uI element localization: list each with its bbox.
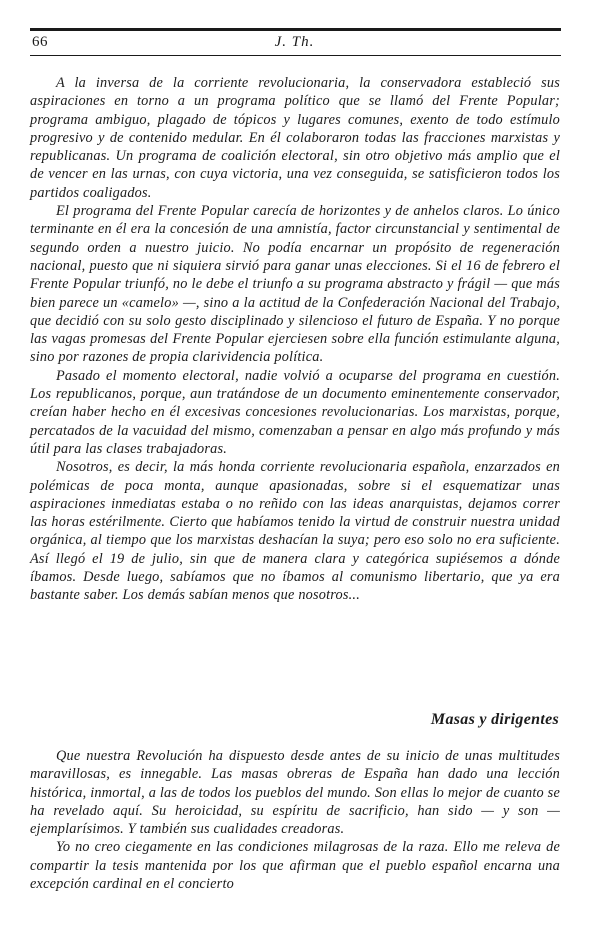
paragraph: Pasado el momento electoral, nadie volvió a ocuparse del programa en cuestión. Los republicanos, porque, aun tratándose de un documento eminentemente conservador, creían haber hecho en él excesivas concesiones revolucionarias. Los marxistas, porque, percatados de la vacuidad del mismo, comenzaban a pensar en algo más profundo y más útil para las clases trabajadoras. — [30, 367, 560, 457]
running-head: J. Th. — [274, 34, 315, 50]
paragraph: Nosotros, es decir, la más honda corriente revolucionaria española, enzarzados en polémicas de poca monta, aunque apasionadas, sobre si el esquematizar unas aspiraciones inmediatas estaba o no reñido con las ideas anarquistas, dejamos correr las horas estérilmente. Cierto que habíamos tenido la virtud de construir nuestra unidad orgánica, al tiempo que los marxistas deshacían la suya; pero eso solo no era suficiente. Así llegó el 19 de julio, sin que de manera clara y categórica supiésemos a dónde íbamos. Desde luego, sabíamos que no íbamos al comunismo libertario, que ya era bastante saber. Los demás sabían menos que nosotros... — [30, 459, 560, 604]
section-heading: Masas y dirigentes — [430, 711, 559, 728]
header-rule — [30, 55, 561, 56]
body-text-section-1 — [30, 74, 560, 605]
page-number: 66 — [32, 34, 48, 50]
paragraph: El programa del Frente Popular carecía de horizontes y de anhelos claros. Lo único terminante en él era la concesión de una amnistía, factor circunstancial y sentimental de segundo orden a nuestro juicio. No podía encarnar un propósito de regeneración nacional, puesto que ni siquiera sirvió para ganar unas elecciones. Si el 16 de febrero el Frente Popular triunfó, no le debe el triunfo a su programa abstracto y frágil — que más bien parece un «camelo» —, sino a la actitud de la Confederación Nacional del Trabajo, que decidió con su solo gesto disciplinado y silencioso el futuro de España. Y no porque las vagas promesas del Frente Popular ejerciesen sobre ella función estimulante alguna, sino por razones de propia clarividencia política. — [30, 203, 560, 366]
body-text-section-2 — [30, 747, 560, 893]
paragraph: Que nuestra Revolución ha dispuesto desde antes de su inicio de unas multitudes maravillosas, es innegable. Las masas obreras de España han dado una lección histórica, inmortal, a las de todos los pueblos del mundo. Son ellas lo mejor de cuanto se ha revelado aquí. Su heroicidad, su espíritu de sacrificio, han sido — y son — ejemplarísimos. Y también sus cualidades creadoras. — [30, 748, 560, 838]
paragraph: Yo no creo ciegamente en las condiciones milagrosas de la raza. Ello me releva de compartir la tesis mantenida por los que afirman que el pueblo español encarna una excepción cardinal en el concierto — [30, 839, 560, 893]
paragraph: A la inversa de la corriente revolucionaria, la conservadora estableció sus aspiraciones en torno a un programa político que se llamó del Frente Popular; programa ambiguo, plagado de tópicos y lugares comunes, exento de todo estímulo progresivo y de contenido medular. En él colaboraron todas las fracciones marxistas y republicanas. Un programa de coalición electoral, sin otro objetivo más amplio que el de vencer en las urnas, con cuya victoria, una vez conseguida, se satisficieron todos los partidos coaligados. — [30, 75, 560, 201]
top-rule — [30, 28, 561, 31]
